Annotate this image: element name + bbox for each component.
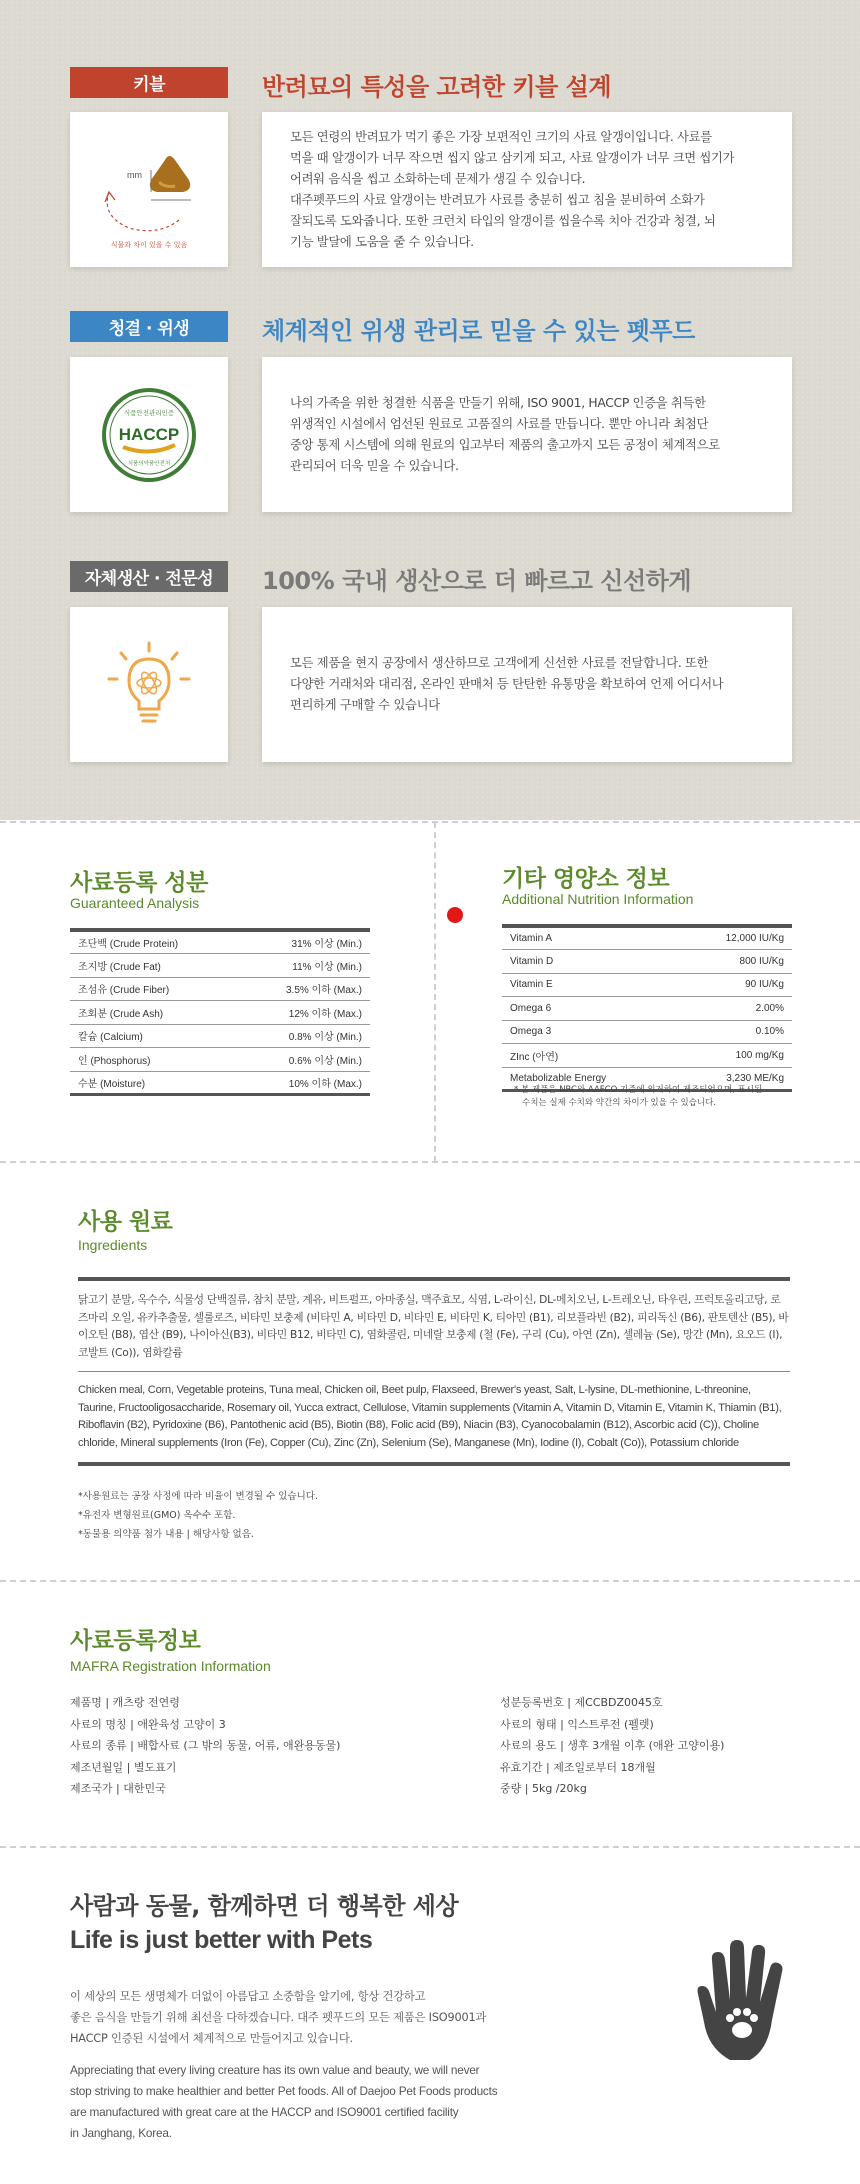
- table-row: Vitamin A 12,000 IU/Kg: [502, 926, 792, 950]
- ingredients-notes: [78, 1487, 318, 1544]
- brand-text-korean: [70, 1986, 486, 2049]
- lightbulb-image-card: [70, 607, 228, 762]
- haccp-badge-icon: [99, 385, 199, 485]
- feature-line: 먹을 때 알갱이가 너무 작으면 씹지 않고 삼키게 되고, 사료 알갱이가 너무 크면 씹기가: [290, 150, 735, 165]
- feature-line: 편리하게 구매할 수 있습니다: [290, 698, 440, 712]
- haccp-main-label: HACCP: [118, 424, 180, 444]
- guaranteed-title: 사료등록 성분: [70, 870, 208, 896]
- feature-heading-production: 100% 국내 생산으로 더 빠르고 신선하게: [262, 567, 691, 595]
- feature-tag-hygiene: 청결 · 위생: [70, 311, 228, 342]
- kibble-image-card: [70, 112, 228, 267]
- feature-line: 위생적인 시설에서 엄선된 원료로 고품질의 사료를 만듭니다. 뿐만 아니라 최첨단: [290, 416, 709, 431]
- table-row: 조섬유 (Crude Fiber) 3.5% 이하 (Max.): [70, 977, 370, 1001]
- red-dot-marker: [447, 907, 463, 923]
- feature-line: 나의 가족을 위한 청결한 식품을 만들기 위해, ISO 9001, HACCP 인증을 취득한: [290, 395, 706, 410]
- table-row: Vitamin E 90 IU/Kg: [502, 973, 792, 997]
- feature-line: 모든 연령의 반려묘가 먹기 좋은 가장 보편적인 크기의 사료 알갱이입니다. 사료를: [290, 129, 712, 144]
- table-row: 조지방 (Crude Fat) 11% 이상 (Min.): [70, 954, 370, 978]
- ingredients-title: 사용 원료: [78, 1209, 173, 1235]
- brand-line: are manufactured with great care at the HACCP and ISO9001 certified facility: [70, 2105, 459, 2119]
- divider: [0, 1161, 860, 1163]
- brand-line: 이 세상의 모든 생명체가 더없이 아름답고 소중함을 알기에, 항상 건강하고: [70, 1990, 426, 2003]
- registration-item: 사료의 용도 | 생후 3개월 이후 (애완 고양이용): [500, 1739, 725, 1752]
- brand-line: Appreciating that every living creature has its own value and beauty, we will never: [70, 2063, 480, 2077]
- note-line: 수치는 실제 수치와 약간의 차이가 있을 수 있습니다.: [522, 1098, 717, 1108]
- registration-item: 사료의 종류 | 배합사료 (그 밖의 동물, 어류, 애완용동물): [70, 1739, 341, 1752]
- registration-item: 성분등록번호 | 제CCBDZ0045호: [500, 1696, 663, 1709]
- table-row: Vitamin D 800 IU/Kg: [502, 950, 792, 974]
- feature-line: 다양한 거래처와 대리점, 온라인 판매처 등 탄탄한 유통망을 확보하여 언제 어디서나: [290, 677, 724, 691]
- feature-line: 기능 발달에 도움을 줄 수 있습니다.: [290, 234, 474, 249]
- registration-item: 중량 | 5kg /20kg: [500, 1782, 587, 1795]
- feature-line: 어려워 음식을 씹고 소화하는데 문제가 생길 수 있습니다.: [290, 171, 586, 186]
- additional-nutrition-table: [502, 924, 792, 1092]
- registration-subtitle: MAFRA Registration Information: [70, 1658, 271, 1674]
- kibble-size-label: mm: [127, 169, 142, 180]
- brand-title-korean: 사람과 동물, 함께하면 더 행복한 세상: [70, 1892, 459, 1920]
- feature-tag-production: 자체생산 · 전문성: [70, 561, 228, 592]
- note-line: * 본 제품은 NRC와 AAFCO 기준에 의거하여 제조되었으며, 표시된: [514, 1085, 763, 1095]
- ingredients-subtitle: Ingredients: [78, 1237, 148, 1253]
- feature-line: 관리되어 더욱 믿을 수 있습니다.: [290, 458, 459, 473]
- feature-text-kibble: [262, 112, 792, 267]
- registration-title: 사료등록정보: [70, 1628, 201, 1654]
- feature-text-hygiene: [262, 357, 792, 512]
- feature-heading-hygiene: 체계적인 위생 관리로 믿을 수 있는 펫푸드: [262, 317, 695, 345]
- table-row: Metabolizable Energy 3,230 ME/Kg: [502, 1067, 792, 1091]
- table-row: 칼슘 (Calcium) 0.8% 이상 (Min.): [70, 1024, 370, 1048]
- registration-left-list: [70, 1692, 340, 1800]
- guaranteed-subtitle: Guaranteed Analysis: [70, 895, 200, 911]
- table-row: Omega 6 2.00%: [502, 997, 792, 1021]
- table-row: 조회분 (Crude Ash) 12% 이하 (Max.): [70, 1001, 370, 1025]
- feature-line: 잘되도록 도와줍니다. 또한 크런치 타입의 알갱이를 씹을수록 치아 건강과 청결, 뇌: [290, 213, 716, 228]
- kibble-size-icon: [79, 120, 219, 260]
- feature-line: 중앙 통제 시스템에 의해 원료의 입고부터 제품의 출고까지 모든 공정이 체계적으로: [290, 437, 720, 452]
- additional-note: [514, 1084, 762, 1110]
- divider: [0, 1846, 860, 1848]
- feature-text-production: [262, 607, 792, 762]
- divider-vertical: [434, 822, 436, 1162]
- divider: [0, 1580, 860, 1582]
- registration-right-list: [500, 1692, 724, 1800]
- lightbulb-icon: [99, 635, 199, 735]
- feature-heading-kibble: 반려묘의 특성을 고려한 키블 설계: [262, 73, 611, 101]
- brand-line: 좋은 음식을 만들기 위해 최선을 다하겠습니다. 대주 펫푸드의 모든 제품은 ISO9001과: [70, 2011, 487, 2024]
- brand-title-english: Life is just better with Pets: [70, 1926, 373, 1954]
- brand-line: stop striving to make healthier and better Pet foods. All of Daejoo Pet Foods products: [70, 2084, 498, 2098]
- table-row: 조단백 (Crude Protein) 31% 이상 (Min.): [70, 930, 370, 954]
- registration-item: 제조국가 | 대한민국: [70, 1782, 166, 1795]
- table-row: Omega 3 0.10%: [502, 1020, 792, 1044]
- table-row: 인 (Phosphorus) 0.6% 이상 (Min.): [70, 1048, 370, 1072]
- table-row: ZInc (아연) 100 mg/Kg: [502, 1044, 792, 1068]
- table-row: 수분 (Moisture) 10% 이하 (Max.): [70, 1071, 370, 1095]
- registration-item: 사료의 형태 | 익스트루전 (펠렛): [500, 1717, 654, 1731]
- hand-paw-print-icon: [690, 1930, 800, 2070]
- feature-line: 모든 제품을 현지 공장에서 생산하므로 고객에게 신선한 사료를 전달합니다. 또한: [290, 656, 709, 670]
- brand-text-english: [70, 2060, 497, 2144]
- guaranteed-analysis-table: [70, 928, 370, 1096]
- registration-item: 제품명 | 캐츠랑 전연령: [70, 1696, 180, 1709]
- registration-item: 사료의 명칭 | 애완육성 고양이 3: [70, 1717, 226, 1731]
- ingredients-box: [78, 1277, 790, 1466]
- feature-tag-kibble: 키블: [70, 67, 228, 98]
- feature-line: 대주펫푸드의 사료 알갱이는 반려묘가 사료를 충분히 씹고 침을 분비하여 소화가: [290, 192, 705, 207]
- brand-line: in Janghang, Korea.: [70, 2126, 172, 2140]
- haccp-top-label: 식품안전관리인증: [123, 408, 175, 417]
- kibble-caption: 식물과 차이 있을 수 있음: [110, 240, 188, 249]
- haccp-bottom-label: 식품의약품안전처: [127, 460, 171, 467]
- additional-title: 기타 영양소 정보: [502, 866, 670, 892]
- note-line: *유전자 변형원료(GMO) 옥수수 포함.: [78, 1510, 236, 1521]
- brand-line: HACCP 인증된 시설에서 체계적으로 만들어지고 있습니다.: [70, 2032, 353, 2045]
- additional-subtitle: Additional Nutrition Information: [502, 891, 694, 907]
- registration-item: 유효기간 | 제조일로부터 18개월: [500, 1760, 656, 1774]
- note-line: *사용원료는 공장 사정에 따라 비율이 변경될 수 있습니다.: [78, 1491, 318, 1502]
- divider: [0, 821, 860, 823]
- note-line: *동물용 의약품 첨가 내용 | 해당사항 없음.: [78, 1529, 254, 1540]
- registration-item: 제조년월일 | 별도표기: [70, 1760, 177, 1774]
- ingredients-korean: 닭고기 분말, 옥수수, 식물성 단백질류, 참치 분말, 계유, 비트펄프, 아마종실, 맥주효모, 식염, L-라이신, DL-메치오닌, L-트레오닌, 타우린, 프럭토올리고당, 로즈마리 오일, 유카추출물, 셀룰로즈, 비타민 보충제 (비타민 A, 비타민 D, 비타민 E, 비타민 K, 티아민 (B1), 리보플라빈 (B2), 피리독신 (B6), 판토텐산 (B5), 바이오틴 (B8), 엽산 (B9), 나이아신(B3), 비타민 B12, 비타민 C), 염화콜린, 미네랄 보충제 (철 (Fe), 구리 (Cu), 아연 (Zn), 셀레늄 (Se), 망간 (Mn), 요오드 (I), 코발트 (Co)), 염화칼륨: [78, 1281, 790, 1372]
- haccp-image-card: [70, 357, 228, 512]
- ingredients-english: Chicken meal, Corn, Vegetable proteins, Tuna meal, Chicken oil, Beet pulp, Flaxseed, Brewer's yeast, Salt, L-lysine, DL-methionine, L-threonine, Taurine, Fructooligosaccharide, Rosemary oil, Yucca extract, Cellulose, Vitamin supplements (Vitamin A, Vitamin D, Vitamin E, Vitamin K, Thiamin (B1), Riboflavin (B2), Pyridoxine (B6), Pantothenic acid (B5), Biotin (B8), Folic acid (B9), Niacin (B3), Cyanocobalamin (B12), Ascorbic acid (C)), Choline chloride, Mineral supplements (Iron (Fe), Copper (Cu), Zinc (Zn), Selenium (Se), Manganese (Mn), Iodine (I), Cobalt (Co)), Potassium chloride: [78, 1384, 782, 1449]
